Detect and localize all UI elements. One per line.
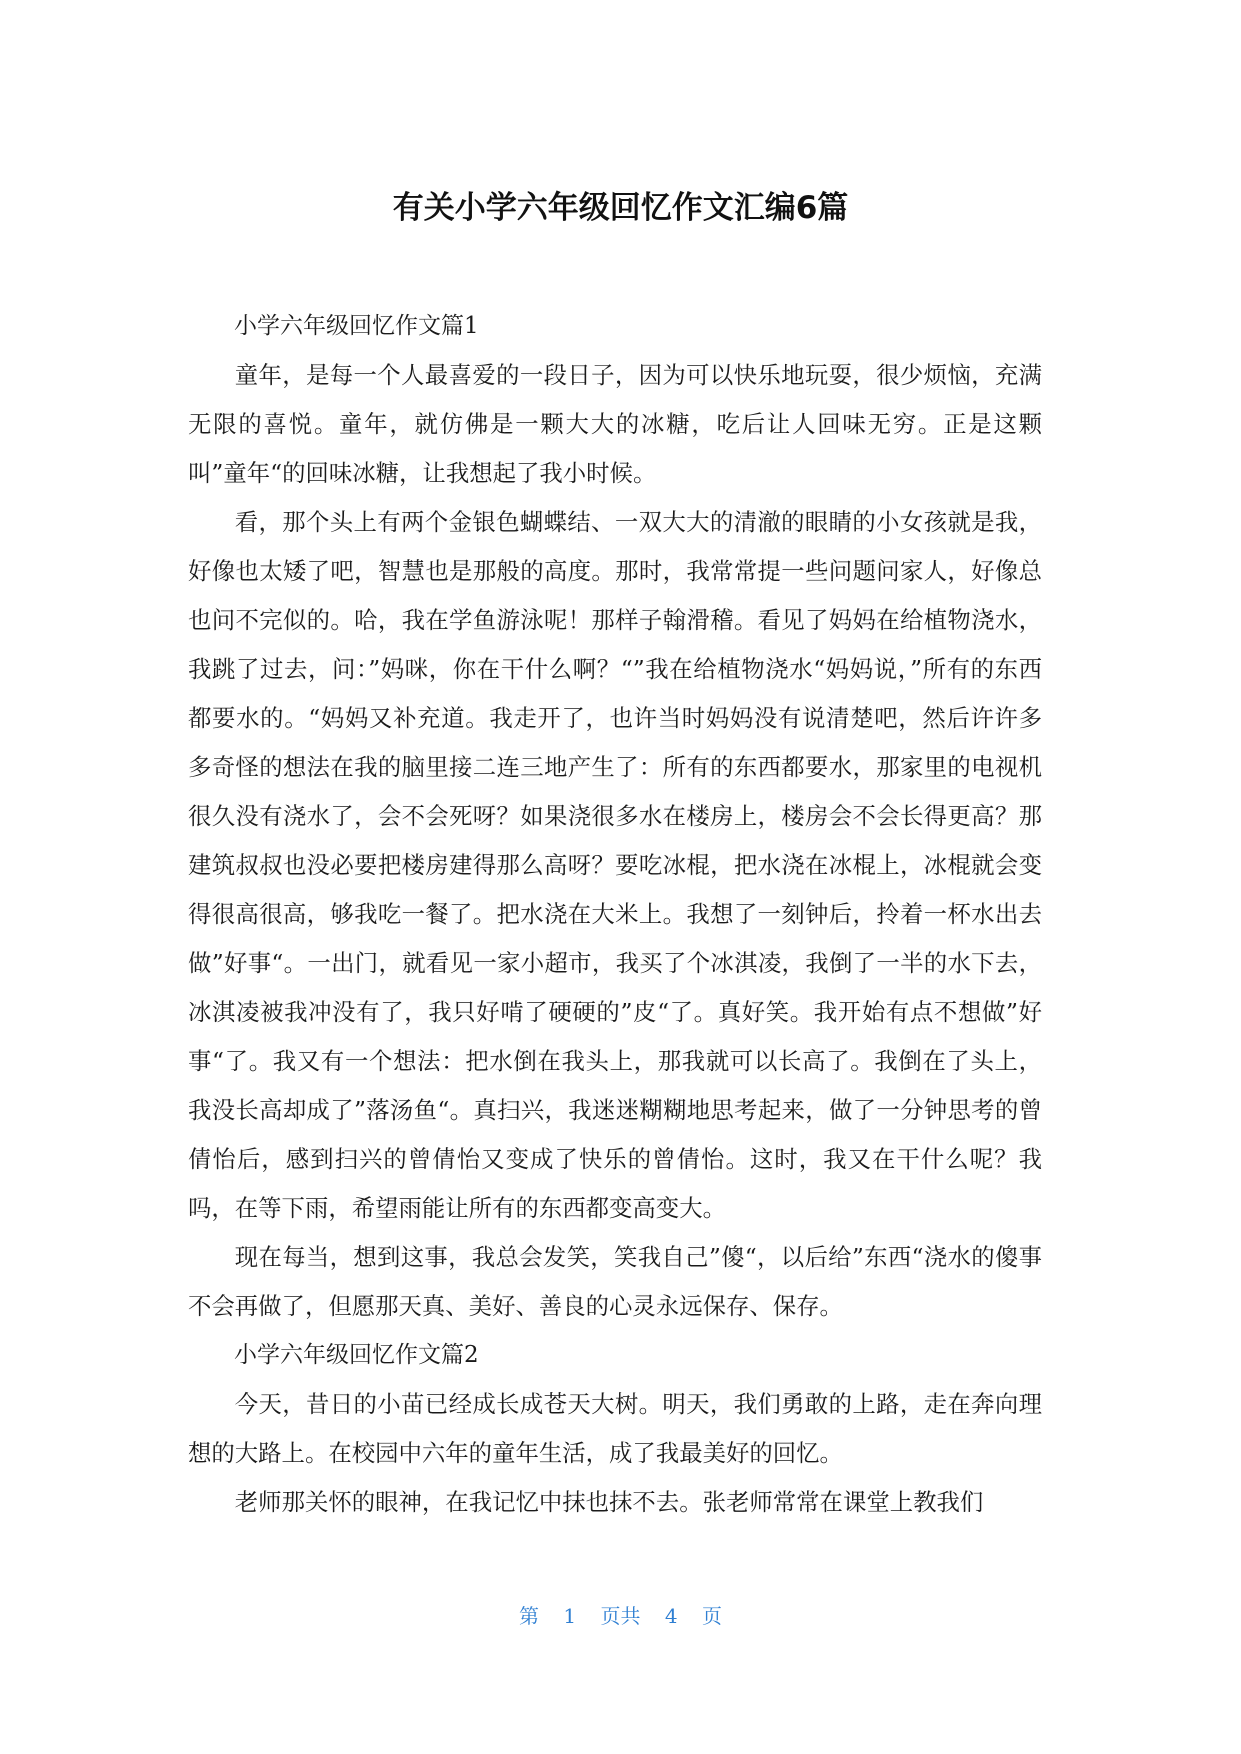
- paragraph: 今天，昔日的小苗已经成长成苍天大树。明天，我们勇敢的上路，走在奔向理想的大路上。在校园中六年的童年生活，成了我最美好的回忆。: [188, 1390, 1042, 1467]
- footer-suffix: 页: [701, 1604, 722, 1628]
- section-heading: 小学六年级回忆作文篇2: [234, 1342, 479, 1368]
- paragraph: 童年，是每一个人最喜爱的一段日子，因为可以快乐地玩耍，很少烦恼，充满无限的喜悦。童年，就仿佛是一颗大大的冰糖，吃后让人回味无穷。正是这颗叫”童年“的回味冰糖，让我想起了我小时候。: [188, 361, 1042, 487]
- paragraph: 现在每当，想到这事，我总会发笑，笑我自己”傻“，以后给”东西“浇水的傻事不会再做了，但愿那天真、美好、善良的心灵永远保存、保存。: [188, 1243, 1042, 1320]
- paragraph: 老师那关怀的眼神，在我记忆中抹也抹不去。张老师常常在课堂上教我们: [234, 1488, 984, 1516]
- footer-current-page: 1: [563, 1604, 577, 1628]
- document-title: 有关小学六年级回忆作文汇编6篇: [392, 190, 849, 226]
- footer-prefix: 第: [519, 1604, 540, 1628]
- paragraph: 看，那个头上有两个金银色蝴蝶结、一双大大的清澈的眼睛的小女孩就是我，好像也太矮了吧，智慧也是那般的高度。那时，我常常提一些问题问家人，好像总也问不完似的。哈，我在学鱼游泳呢！那样子翰滑稽。看见了妈妈在给植物浇水，我跳了过去，问：”妈咪，你在干什么啊？“”我在给植物浇水“妈妈说，”所有的东西都要水的。“妈妈又补充道。我走开了，也许当时妈妈没有说清楚吧，然后许许多多奇怪的想法在我的脑里接二连三地产生了：所有的东西都要水，那家里的电视机很久没有浇水了，会不会死呀？如果浇很多水在楼房上，楼房会不会长得更高？那建筑叔叔也没必要把楼房建得那么高呀？要吃冰棍，把水浇在冰棍上，冰棍就会变得很高很高，够我吃一餐了。把水浇在大米上。我想了一刻钟后，拎着一杯水出去做”好事“。一出门，就看见一家小超市，我买了个冰淇凌，我倒了一半的水下去，冰淇凌被我冲没有了，我只好啃了硬硬的”皮“了。真好笑。我开始有点不想做”好事“了。我又有一个想法：把水倒在我头上，那我就可以长高了。我倒在了头上，我没长高却成了”落汤鱼“。真扫兴，我迷迷糊糊地思考起来，做了一分钟思考的曾倩怡后，感到扫兴的曾倩怡又变成了快乐的曾倩怡。这时，我又在干什么呢？我吗，在等下雨，希望雨能让所有的东西都变高变大。: [188, 508, 1042, 1222]
- footer-total-pages: 4: [664, 1604, 678, 1628]
- page-footer: [0, 1600, 1241, 1629]
- footer-middle: 页共: [600, 1604, 641, 1628]
- document-body: [188, 302, 1042, 1527]
- section-heading: 小学六年级回忆作文篇1: [234, 313, 479, 339]
